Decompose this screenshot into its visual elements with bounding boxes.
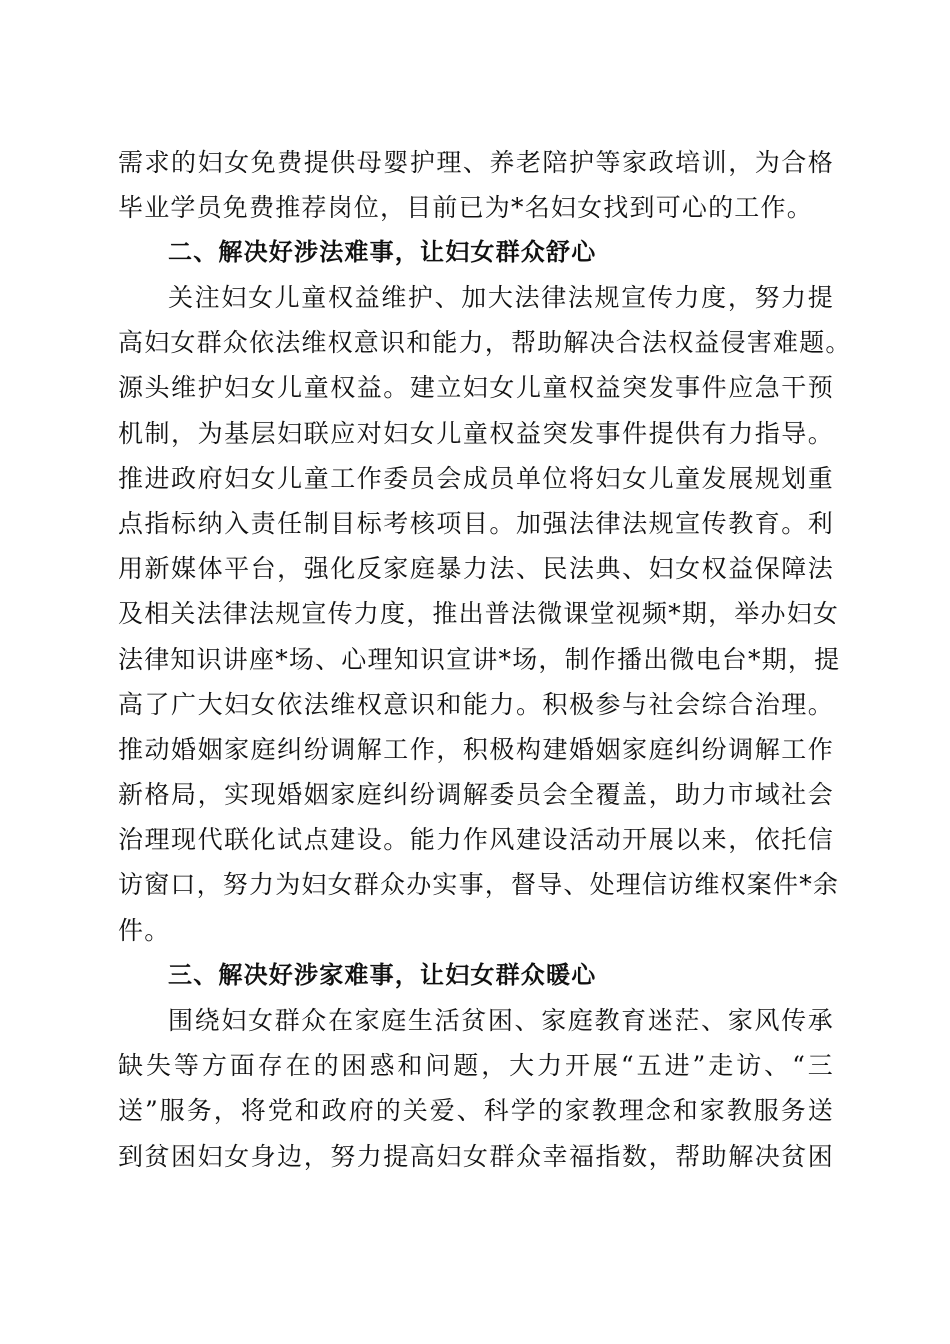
section-heading: 二、解决好涉法难事，让妇女群众舒心: [168, 238, 597, 266]
paragraph-line: 推动婚姻家庭纠纷调解工作，积极构建婚姻家庭纠纷调解工作: [118, 734, 834, 764]
paragraph-line: 法律知识讲座*场、心理知识宣讲*场，制作播出微电台*期，提: [118, 644, 841, 674]
paragraph-line: 围绕妇女群众在家庭生活贫困、家庭教育迷茫、家风传承: [168, 1006, 834, 1035]
section-2-heading-block: [118, 230, 834, 275]
section-heading: 三、解决好涉家难事，让妇女群众暖心: [168, 961, 597, 989]
paragraph-line: 缺失等方面存在的困惑和问题，大力开展“五进”走访、“三: [118, 1051, 834, 1081]
paragraph-line: 治理现代联化试点建设。能力作风建设活动开展以来，依托信: [118, 825, 834, 855]
paragraph-line: 到贫困妇女身边，努力提高妇女群众幸福指数，帮助解决贫困: [118, 1141, 834, 1171]
paragraph-line: 毕业学员免费推荐岗位，目前已为*名妇女找到可心的工作。: [118, 193, 813, 223]
section-3-heading-block: [118, 953, 834, 998]
paragraph-line: 需求的妇女免费提供母婴护理、养老陪护等家政培训，为合格: [118, 148, 834, 177]
paragraph-line: 送”服务，将党和政府的关爱、科学的家教理念和家教服务送: [118, 1096, 834, 1126]
intro-paragraph: [118, 140, 834, 230]
paragraph-line: 及相关法律法规宣传力度，推出普法微课堂视频*期，举办妇女: [118, 599, 840, 629]
paragraph-line: 访窗口，努力为妇女群众办实事，督导、处理信访维权案件*余: [118, 870, 840, 900]
paragraph-line: 新格局，实现婚姻家庭纠纷调解委员会全覆盖，助力市域社会: [118, 780, 834, 810]
paragraph-line: 推进政府妇女儿童工作委员会成员单位将妇女儿童发展规划重: [118, 463, 834, 493]
paragraph-line: 点指标纳入责任制目标考核项目。加强法律法规宣传教育。利: [118, 508, 834, 538]
section-2-paragraph: [118, 275, 852, 953]
paragraph-line: 机制，为基层妇联应对妇女儿童权益突发事件提供有力指导。: [118, 418, 834, 448]
paragraph-line: 关注妇女儿童权益维护、加大法律法规宣传力度，努力提: [168, 283, 834, 312]
paragraph-line: 源头维护妇女儿童权益。建立妇女儿童权益突发事件应急干预: [118, 373, 834, 403]
paragraph-line: 用新媒体平台，强化反家庭暴力法、民法典、妇女权益保障法: [118, 554, 834, 584]
paragraph-line: 高妇女群众依法维权意识和能力，帮助解决合法权益侵害难题。: [118, 328, 852, 358]
paragraph-line: 件。: [118, 915, 171, 945]
paragraph-line: 高了广大妇女依法维权意识和能力。积极参与社会综合治理。: [118, 689, 834, 719]
section-3-paragraph: [118, 998, 834, 1179]
